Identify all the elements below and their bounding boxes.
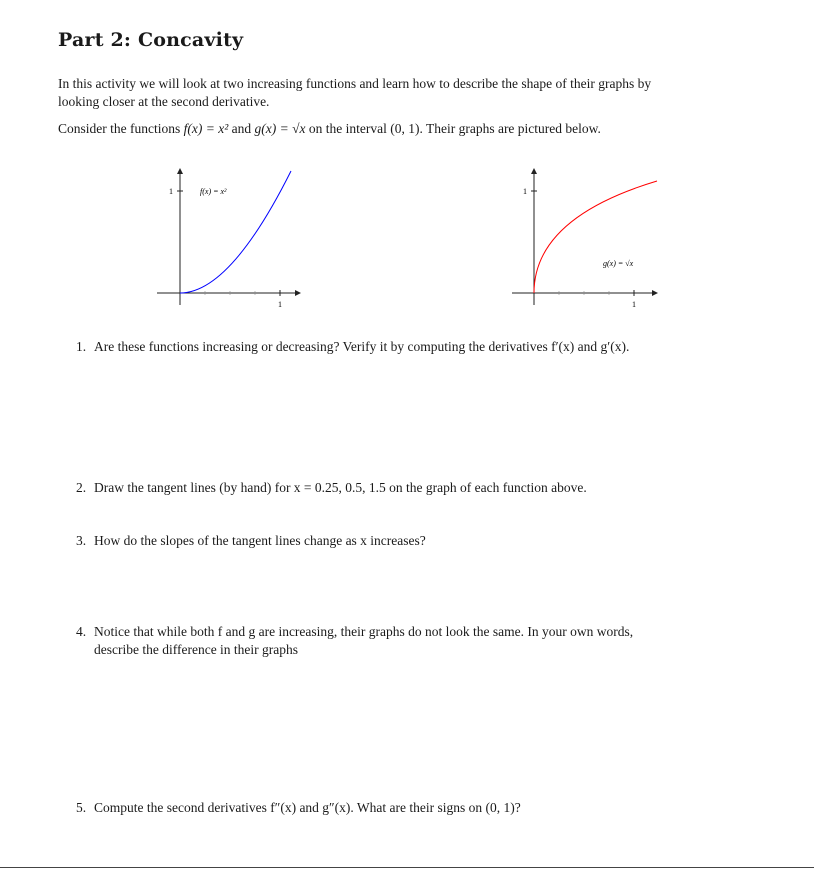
intro-line-2: looking closer at the second derivative. xyxy=(58,94,270,109)
question-3 xyxy=(76,532,766,550)
question-5-text: Compute the second derivatives f″(x) and g″(x). What are their signs on (0, 1)? xyxy=(94,800,521,815)
question-4-line-1: Notice that while both f and g are increasing, their graphs do not look the same. In your own words, xyxy=(94,624,634,639)
f-definition: f(x) = x² xyxy=(183,121,229,136)
graph-g-curve xyxy=(534,181,657,293)
page-bottom-rule xyxy=(0,867,814,868)
consider-and: and xyxy=(231,121,252,136)
question-2-number: 2. xyxy=(76,480,87,495)
question-4 xyxy=(76,623,766,659)
g-definition: g(x) = √x xyxy=(254,121,306,136)
consider-prefix: Consider the functions xyxy=(58,121,181,136)
consider-suffix: on the interval (0, 1). Their graphs are pictured below. xyxy=(308,121,601,136)
question-5-number: 5. xyxy=(76,800,87,815)
intro-line-1: In this activity we will look at two increasing functions and learn how to describe the shape of their graphs by xyxy=(58,76,652,91)
question-1-number: 1. xyxy=(76,339,87,354)
page-title: Part 2: Concavity xyxy=(58,29,244,51)
consider-paragraph xyxy=(58,120,758,138)
graph-g-x-tick: 1 xyxy=(632,300,636,309)
question-4-line-2: describe the difference in their graphs xyxy=(94,642,299,657)
graph-f xyxy=(150,160,320,310)
question-1 xyxy=(76,338,766,356)
question-2 xyxy=(76,479,766,497)
question-3-text: How do the slopes of the tangent lines change as x increases? xyxy=(94,533,426,548)
question-3-number: 3. xyxy=(76,533,87,548)
question-5 xyxy=(76,799,766,817)
graph-f-curve xyxy=(180,171,291,293)
question-4-number: 4. xyxy=(76,624,87,639)
graph-g-y-tick: 1 xyxy=(523,187,527,196)
graph-f-y-tick: 1 xyxy=(169,187,173,196)
question-2-text: Draw the tangent lines (by hand) for x = 0.25, 0.5, 1.5 on the graph of each function above. xyxy=(94,480,587,495)
graph-f-label: f(x) = x² xyxy=(200,187,227,196)
graph-f-x-tick: 1 xyxy=(278,300,282,309)
graph-g-label: g(x) = √x xyxy=(603,259,634,268)
graph-g xyxy=(505,160,675,310)
question-1-text: Are these functions increasing or decreasing? Verify it by computing the derivatives f′(x) and g′(x). xyxy=(94,339,630,354)
intro-paragraph xyxy=(58,75,758,111)
